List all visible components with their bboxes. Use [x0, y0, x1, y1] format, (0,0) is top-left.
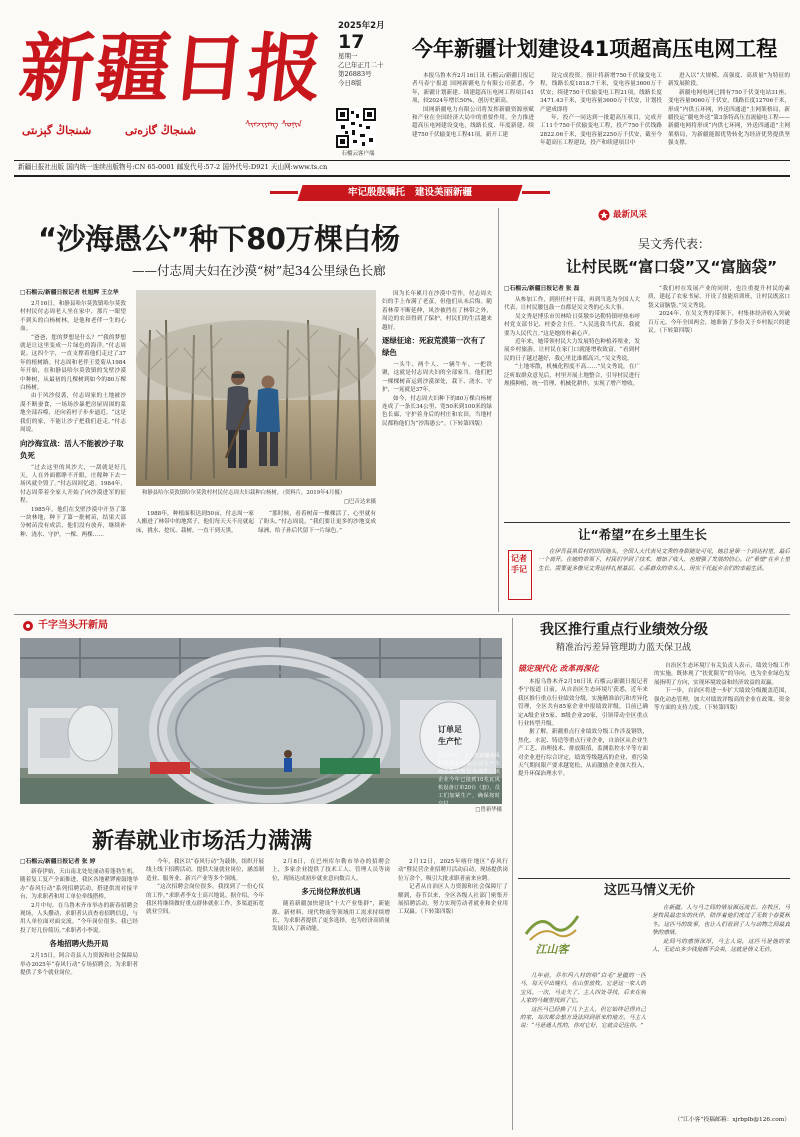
date-year-month: 2025年2月 [338, 21, 385, 31]
badge-star-icon [598, 209, 610, 221]
story-a-p8: 因为长年累月在沙漠中劳作，付志周夫妇的手上布满了老茧，但他们从未后悔。随着林带不断延伸，风沙被挡在了林带之外，周边的农田得到了保护，村民们的生活越来越好。 [382, 291, 492, 331]
story-a-photo-credit: □巴音达来摄 [343, 499, 376, 505]
story-a-byline: □石榴云/新疆日报记者 杜旭辉 王立华 [20, 290, 119, 296]
story-a-p2: “爸爸，您的梦想是什么？”“我的梦想就是让这里变成一片绿色的海洋。”付志周说。这四个字，一直支撑着他们走过了37年的植树路。付志周和老伴王爱菊从1984年开始，在和静县哈尔莫敦镇的戈壁沙漠中种树，从最初的几棵树到如今的80万棵白杨树。 [20, 334, 126, 392]
story-a-p4: “过去这里的风沙大，一刮就是好几天，人在外面都睁不开眼，庄稼种下去一场风就全毁了。”付志周回忆道。1984年，付志周带着全家人开始了向沙漠进军的征程。 [20, 464, 126, 505]
masthead [0, 0, 800, 178]
story-d-p3: 今年，我区以“春风行动”为载体，组织开展线上线下招聘活动，提供大量就业岗位，涵盖制造业、服务业、新兴产业等多个领域。 [146, 859, 264, 882]
column-c-headline: 让“希望”在乡土里生长 [578, 527, 707, 542]
banner [270, 184, 550, 202]
story-d-col4 [398, 858, 508, 1130]
banner-text: 牢记殷殷嘱托 建设美丽新疆 [348, 187, 472, 198]
story-a-subheading-2: 逐绿征途：死寂荒漠第一次有了绿色 [382, 336, 486, 358]
story-d-headline: 新春就业市场活力满满 [92, 829, 313, 854]
column-c-tag [508, 550, 532, 600]
story-e-p2: 据了解，新疆重点行业绩效分级工作涉及钢铁、焦化、水泥、铸造等重点行业企业，自治区从企业生产工艺、治理技术、排放限值、监测监控水平等方面对企业进行综合评定，绩效等级越高的企业，重污染天气期间限产要求越宽松，从而激励企业加大投入，提升环保治理水平。 [518, 729, 648, 778]
section-strip [20, 618, 160, 634]
story-d-p6: 2月8日，在巴州库尔勒市举办的招聘会上，多家企业提供了技术工人、管理人员等岗位，现场达成初步就业意向数百人。 [272, 859, 390, 882]
top-story-p4: 年，投产一同达到一批超高压项目，完成开工11个750千伏输变电工程，投产750千伏线路2822.06千米，变电容量2250万千伏安，截至今年超高压工程建设，投产和续建项目中 [540, 115, 662, 147]
story-a-p1: 2月16日，和静县哈尔莫敦镇哈尔莫敦村村民付志周老人坐在家中，那片一眼望不到头的白杨树林，是他和老伴一生的心血。 [20, 301, 126, 333]
top-story-headline: 今年新疆计划建设41项超高压电网工程 [412, 37, 778, 61]
issue-number: 第26883号 [338, 70, 372, 78]
qr-code-icon[interactable] [336, 108, 376, 148]
story-a-col3 [258, 510, 376, 612]
column-b-p3: 近年来，她带领村民大力发展特色种植养殖业，发展乡村旅游，让村民在家门口就能增收致富。“看到村民的日子越过越好，我心里比谁都高兴。”吴文秀说。 [504, 339, 640, 362]
story-d-col3 [272, 858, 390, 1130]
story-a-p10: 如今，付志周夫妇种下的80万棵白杨树连成了一条长34公里、宽50米到100米的绿色长廊，守护着身后的村庄和农田，当地村民都称他们为“沙海愚公”。（下转第四版） [382, 395, 492, 427]
story-a-subheading-1: 向沙海宣战：活人不能被沙子取负死 [20, 438, 124, 460]
banner-deco-left [270, 191, 298, 194]
story-d-p7: 随着新疆加快建设“十大产业集群”，新能源、新材料、现代物流等领域用工需求持续增长，为求职者提供了更多选择，也为经济高质量发展注入了新动能。 [272, 901, 390, 933]
story-f-p4: 此间马的感情深厚，马主人说，这匹马是他的家人，无论出多少钱他都不会卖，这就是情义无价。 [652, 938, 790, 954]
story-d-byline: □石榴云/新疆日报记者 张 婷 [20, 859, 96, 865]
story-a-p5: 1985年，他们在戈壁沙漠中开垦了第一块林地，种下了第一批树苗，结果大部分树苗没有成活，他们没有放弃，继续补种、浇水、守护，一棵、两棵…… [20, 506, 126, 538]
top-story-col3 [668, 72, 790, 172]
column-b-badge [598, 208, 668, 222]
factory-photo-caption-title: 订单足 生产忙 [438, 725, 462, 746]
story-a-photo-caption: 和静县哈尔莫敦镇哈尔莫敦村村民付志周夫妇栽种白杨树。（资料片，2019年4月摄） [142, 490, 346, 496]
top-story-p3: 设完成投资。预计将新增750千伏输变电工程，线路长度1818.7千米，变电容量3600万千伏安；续建750千伏输变电工程21项，线路长度3471.43千米，变电容量3600万千伏安，计划投产建成即将 [540, 73, 662, 113]
column-b-p1: 从参加工作，到担任村干部，再到当选为全国人大代表，让村民腰包鼓一直都是吴文秀的心头大事。 [504, 297, 640, 312]
top-story-p2: 国网新疆电力有限公司将发挥新疆资源禀赋和产业在全国经济大局中的重要作用，全力推进超高压电网建设变电，线路长度、年度新建、续建750千伏输变电工程41项，新开工建 [412, 106, 534, 138]
story-d-subheading-2: 多元岗位释放机遇 [301, 887, 361, 897]
story-e-col1 [518, 678, 648, 872]
story-a-p6: 1988年，种植面积达到50亩，付志周一家人搬进了林带中的地窝子，他们每天天不亮就起床，挑水、挖坑、栽树，一直干到天黑。 [136, 511, 254, 534]
story-e-col2 [654, 662, 790, 872]
story-a-headline: “沙海愚公”种下80万棵白杨 [38, 222, 400, 256]
story-f-credit: （“江小客”投稿邮箱：xjrbplb@126.com） [674, 1117, 790, 1123]
story-d-subheading-1: 各地招聘火热开局 [49, 939, 109, 949]
story-e-p3: 自治区生态环境厅有关负责人表示，绩效分级工作的实施，既体现了“扶优限劣”的导向，也为企业绿色发展指明了方向，实现环境效益和经济效益的双赢。 [654, 663, 790, 686]
story-f-headline: 这匹马情义无价 [604, 883, 696, 898]
top-story-p1: 本报乌鲁木齐2月16日讯 石榴云/新疆日报记者马春宁报道 国网新疆电力有限公司获悉，今年，新疆计划新建、续建超高压电网工程项目41项，较2024年增长50%，创历史新高。 [412, 73, 534, 105]
story-f-logo-text: 江山客 [535, 943, 569, 956]
masthead-rule-top [14, 160, 790, 161]
column-b-headline: 让村民既“富口袋”又“富脑袋” [566, 258, 778, 276]
column-c-rule [504, 522, 790, 523]
masthead-uyghur-name: شىنجاڭ گېزىتى [22, 124, 92, 137]
story-a-col2 [136, 510, 254, 612]
date-day: 17 [338, 31, 365, 53]
top-story-p6: 新疆电网电网已拥有750千伏变电站31座、变电容量9060万千伏安，线路长度12706千米，形成“内供五环网，外送四通道”主网架格局，新疆投运“疆电外送”第3条特高压直流输电工程——新疆电网将形成“内供七环网，外送四通道”主网架格局，为新疆能源优势转化为经济优势提供坚强支撑。 [668, 89, 790, 147]
column-b-headline-top: 吴文秀代表： [638, 237, 711, 251]
story-d-p1: 新春伊始，天山南北处处涌动着蓬勃生机。随着复工复产全面推进，我区各地紧锣密鼓地举办“春风行动”系列招聘活动，搭建供需对接平台，为求职者和用工单位牵线搭桥。 [20, 869, 138, 901]
date-block [338, 20, 398, 88]
column-c-tag-text: 记者手记 [511, 554, 527, 574]
masthead-mongol-name: ᠰᠢᠨᠵᠢᠶᠠᠩ ᠰᠣᠨᠢᠨ [245, 120, 303, 130]
story-d-col1 [20, 868, 138, 1130]
story-e-badge-text: 锚定现代化 改革再深化 [518, 664, 599, 673]
banner-deco-right [522, 191, 550, 194]
column-b-p2: 吴文秀是博乐市贝林哈日莫墩乡达勒特镇呼热布呼村党支部书记、村委会主任。“人民选我当代表，我就要为人民代言。”这是她的朴素心声。 [504, 313, 640, 337]
factory-photo [20, 638, 502, 804]
story-d-p5: “这次招聘会岗位很多，我找到了一份心仪的工作。”求职者李女士高兴地说。据介绍，今年我区将继续做好重点群体就业工作，多渠道拓宽就业空间。 [146, 884, 264, 916]
host-line: 新疆日报社出版 国内统一连续出版物号:CN 65-0001 邮发代号:57-2 国外代号:D921 天山网:www.ts.cn [18, 163, 328, 171]
divider-lower [512, 618, 513, 1130]
story-e-headline: 我区推行重点行业绩效分级 [540, 622, 708, 638]
story-f-p2: 这匹马已经换了几个主人，但它始终记得自己的家，每次都会想方设法回到原来的地方。马主人说：“马是通人性的，你对它好，它就会记住你。” [520, 1006, 646, 1030]
story-a-p3: 由于风沙侵袭，付志周家的土地被沙漠不断蚕食，一场场沙暴把房屋周围的菜地全部吞噬，还向着村子步步逼近。“这是我们的家，不能让沙子把我们赶走。”付志周说。 [20, 393, 126, 434]
story-d-p4: 2月15日，阿合奇县人力资源和社会保障局举办2025年“春风行动”专场招聘会，为求职者提供了多个就业岗位。 [20, 953, 138, 977]
column-b-col2 [648, 285, 790, 518]
section-strip-text: 千字当头开新局 [38, 620, 108, 631]
factory-photo-caption-text: 2月14日，工人在新疆金风科技股份有限公司生产车间装配风机设备部件。该企业今年已接到10兆瓦风机设备订单20台（套），员工们加紧生产，确保按时交付。 [438, 753, 500, 807]
divider-a-b [498, 208, 499, 612]
story-d-p9: 记者从自治区人力资源和社会保障厅了解到，春节以来，全区各级人社部门密集开展招聘活动，努力实现劳动者就业和企业用工双赢。（下转第四版） [398, 884, 508, 916]
top-story-p5: 进入以“大规模、高强度、高质量”为特征的新发展阶段。 [668, 73, 790, 88]
page-count: 今日8版 [338, 79, 362, 87]
gear-sun-icon [22, 620, 34, 632]
story-f-p3: 在新疆，人与马之间的情谊源远流长。在牧区，马是牧民最忠实的伙伴，陪伴着他们度过了无数个春夏秋冬。这匹马的故事，也让人们看到了人与动物之间最真挚的感情。 [652, 905, 790, 937]
qr-caption: 石榴云客户端 [341, 151, 375, 157]
date-weekday: 星期一 [338, 52, 358, 60]
story-d-col2 [146, 858, 264, 1130]
story-e-p1: 本报乌鲁木齐2月16日讯 石榴云/新疆日报记者李宁报道 日前，从自治区生态环境厅获悉，近年来我区推行重点行业绩效分级，实施精准治污和差异化管理，全区共有85家企业申报绩效评级，目前已确定A级企业5家、B级企业20家，引领带动全区重点行业转型升级。 [518, 679, 648, 728]
column-b-p6: 2024年，在吴文秀的带领下，村集体经济收入突破百万元。今年全国两会，她准备了多份关于乡村振兴的建议。（下转第四版） [648, 311, 790, 335]
story-a-p9: 一头牛、两个人、一辆牛车、一把铁锹，这就是付志周夫妇的全部家当。他们把一棵棵树苗运到沙漠深处，栽下、浇水、守护，一晃就是37年。 [382, 362, 492, 394]
story-a-photo [136, 290, 376, 486]
column-b-p4: “土地零散，机械化程度不高……”吴文秀说，在广泛听取群众意见后，村里开展土地整合，引导村民进行规模种植，统一管理、机械化耕作，实现了增产增收。 [504, 364, 640, 388]
masthead-kazakh-name: شىنجاڭ گازەتى [125, 124, 197, 137]
story-f-rule [518, 878, 790, 879]
story-f-col2 [652, 904, 790, 1114]
story-e-subhead: 精准治污差异管理助力蓝天保卫战 [556, 643, 692, 653]
masthead-rule-bottom [14, 175, 790, 177]
story-a-subhead: ——付志周夫妇在沙漠“树”起34公里绿色长廊 [132, 263, 386, 278]
story-a-col1 [20, 300, 126, 612]
column-c-body [538, 548, 790, 612]
story-e-p4: 下一步，自治区将进一步扩大绩效分级覆盖范围，强化动态管理，加大对绩效评级高的企业在政策、资金等方面的支持力度。（下转第四版） [654, 688, 790, 712]
column-b-col1 [504, 296, 640, 518]
factory-photo-credit: □曾新华摄 [475, 807, 502, 813]
section-rule-1 [14, 614, 790, 615]
date-lunar: 乙巳年正月二十 [338, 61, 384, 69]
top-story-col2 [540, 72, 662, 172]
column-c-text: 在伊吾县黑眉村的田间地头，全国人大代表吴文秀的身影随处可见，她总是第一个到达村里，最后一个离开。在她的带领下，村民们学到了技术，增加了收入，也增强了发展的信心。让“希望”在乡土里生长，需要更多像吴文秀这样扎根基层、心系群众的带头人，用实干托起乡亲们的幸福生活。 [538, 549, 790, 572]
story-a-col4 [382, 290, 492, 612]
story-f-p1: 几年前，乔尔玛八村的哈“白毛”是疆的一匹马，每天早出晚归，在山里放牧，它是这一家人的宝贝。一次，马走失了，主人四处寻找，后来在别人家的马厩里找到了它。 [520, 973, 646, 1005]
top-story-col1 [412, 72, 534, 172]
story-f-logo [520, 904, 584, 968]
story-a-p7: “那时候，看着树苗一棵棵活了，心里就有了盼头。”付志周说，“我们要让更多的沙地变成绿洲，给子孙后代留下一片绿色。” [258, 511, 376, 534]
story-d-p8: 2月12日，2025年喀什地区“春风行动”暨民营企业招聘月活动启动，现场提供岗位万余个，吸引大批求职者前来应聘。 [398, 859, 508, 882]
river-logo-icon [522, 904, 582, 944]
story-f-col1 [520, 972, 646, 1130]
column-b-badge-text: 最新风采 [613, 210, 648, 220]
column-b-byline: □石榴云/新疆日报记者 张 磊 [504, 286, 580, 292]
column-b-p5: “我们村在发展产业的同时，也注重提升村民的素质，建起了农家书屋、开设了技能培训班，让村民既富口袋又富脑袋。”吴文秀说。 [648, 286, 790, 309]
masthead-logo: 新疆日报 [15, 26, 329, 112]
story-d-p2: 2月中旬，在乌鲁木齐市举办的新春招聘会现场，人头攒动，求职者认真查看招聘信息，与用人单位面对面交流。“今年岗位很多，我已经投了好几份简历。”求职者小李说。 [20, 902, 138, 934]
